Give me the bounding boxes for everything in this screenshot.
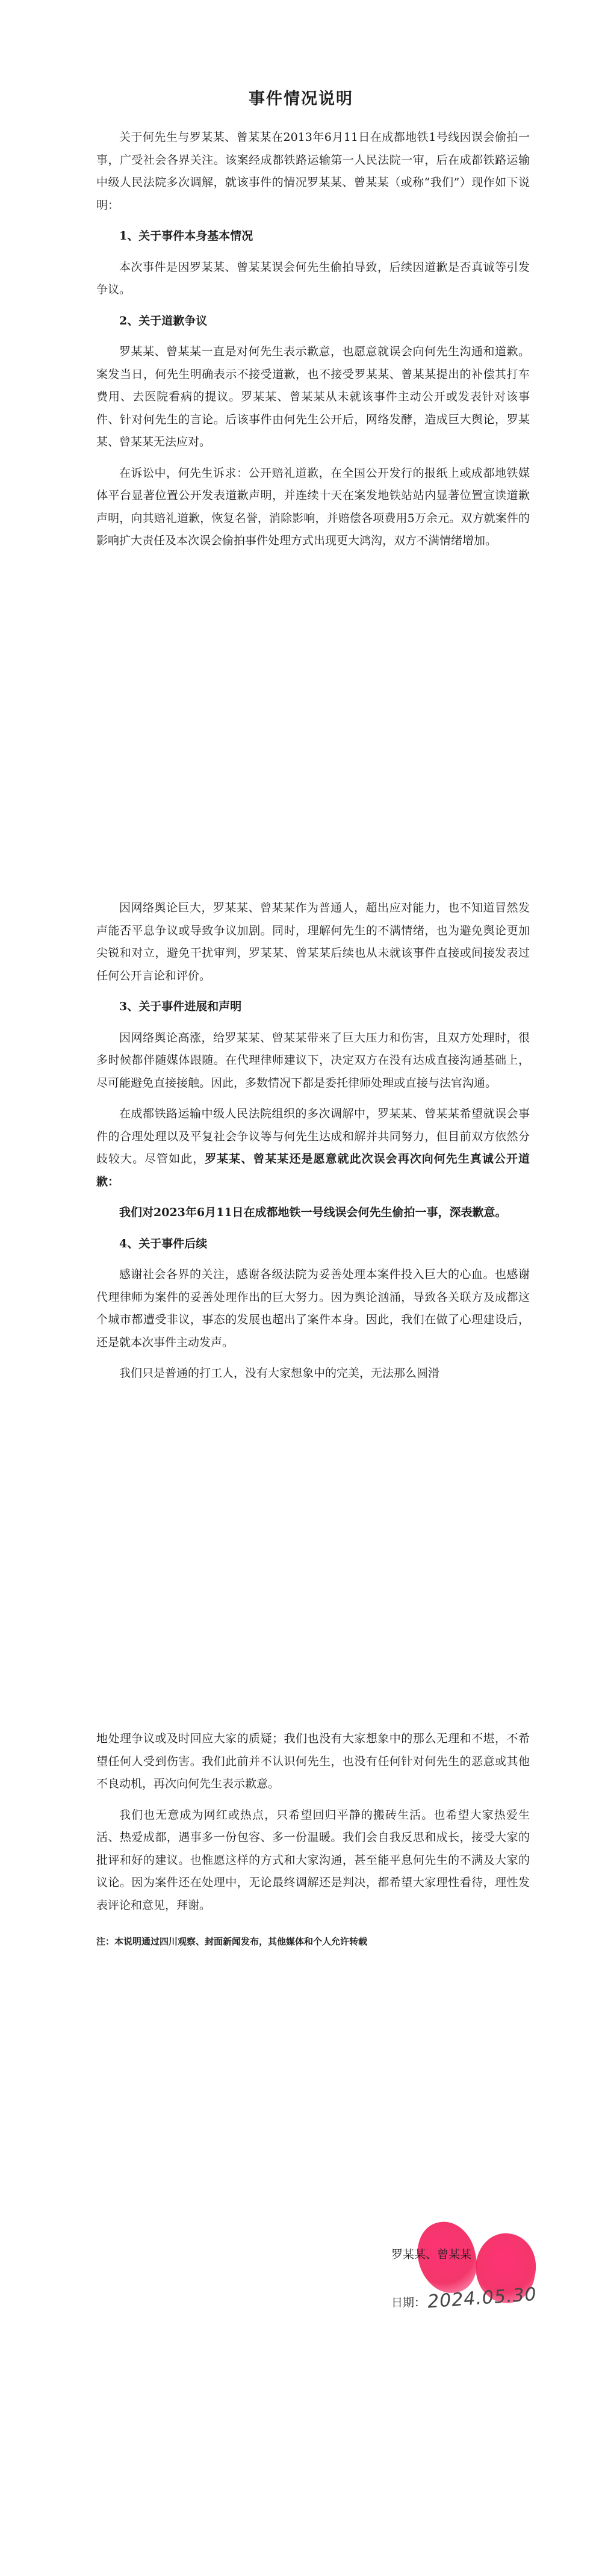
section-3-paragraph-2-text: 在成都铁路运输中级人民法院组织的多次调解中，罗某某、曾某某希望就误会事件的合理处理以及平复社会争议等与何先生达成和解并共同努力，但目前双方依然分歧较大。尽管如此， bbox=[96, 1107, 530, 1165]
section-4-heading: 4、关于事件后续 bbox=[119, 1237, 208, 1250]
section-4-paragraph-2-start: 我们只是普通的打工人，没有大家想象中的完美，无法那么圆滑 bbox=[119, 1367, 440, 1380]
section-3-paragraph-1: 因网络舆论高涨，给罗某某、曾某某带来了巨大压力和伤害，且双方处理时，很多时候都伴随媒体跟随。在代理律师建议下，决定双方在没有达成直接沟通基础上，尽可能避免直接接触。因此，多数情况下都是委托律师处理或直接与法官沟通。 bbox=[96, 1031, 530, 1090]
signature-area bbox=[385, 2221, 578, 2342]
handwritten-date: 2024.05.30 bbox=[427, 2283, 538, 2313]
section-2-paragraph-2: 在诉讼中，何先生诉求：公开赔礼道歉，在全国公开发行的报纸上或成都地铁媒体平台显著位置公开发表道歉声明，并连续十天在案发地铁站站内显著位置宣读道歉声明，向其赔礼道歉，恢复名誉，消除影响，并赔偿各项费用5万余元。双方就案件的影响扩大责任及本次误会偷拍事件处理方式出现更大鸿沟，双方不满情绪增加。 bbox=[96, 466, 530, 547]
section-page-3 bbox=[96, 1728, 530, 1951]
section-page-2 bbox=[96, 897, 530, 1394]
publication-note: 注：本说明通过四川观察、封面新闻发布，其他媒体和个人允许转载 bbox=[96, 1936, 368, 1947]
signatory-names: 罗某某、曾某某 bbox=[391, 2248, 472, 2261]
section-2-heading: 2、关于道歉争议 bbox=[119, 314, 208, 327]
date-label: 日期： bbox=[391, 2296, 426, 2309]
section-4-paragraph-1: 感谢社会各界的关注，感谢各级法院为妥善处理本案件投入巨大的心血。也感谢代理律师为案件的妥善处理作出的巨大努力。因为舆论汹涌，导致各关联方及成都这个城市都遭受非议，事态的发展也超出了案件本身。因此，我们在做了心理建设后，还是就本次事件主动发声。 bbox=[96, 1268, 530, 1349]
apology-lead-in: 罗某某、曾某某还是愿意就此次误会再次向何先生真诚公开道歉： bbox=[96, 1152, 530, 1188]
section-4-paragraph-2-end: 地处理争议或及时回应大家的质疑；我们也没有大家想象中的那么无理和不堪，不希望任何人受到伤害。我们此前并不认识何先生，也没有任何针对何先生的恶意或其他不良动机，再次向何先生表示歉意。 bbox=[96, 1732, 530, 1790]
section-3-paragraph-2 bbox=[96, 1103, 530, 1193]
document-title: 事件情况说明 bbox=[249, 90, 353, 108]
section-page-1 bbox=[96, 126, 530, 561]
apology-statement: 我们对2023年6月11日在成都地铁一号线误会何先生偷拍一事，深表歉意。 bbox=[119, 1206, 507, 1219]
section-2-paragraph-3: 因网络舆论巨大，罗某某、曾某某作为普通人，超出应对能力，也不知道冒然发声能否平息争议或导致争议加剧。同时，理解何先生的不满情绪，也为避免舆论更加尖锐和对立，避免干扰审判，罗某某、曾某某后续也从未就该事件直接或间接发表过任何公开言论和评价。 bbox=[96, 901, 530, 982]
section-1-paragraph: 本次事件是因罗某某、曾某某误会何先生偷拍导致，后续因道歉是否真诚等引发争议。 bbox=[96, 260, 530, 296]
section-1-heading: 1、关于事件本身基本情况 bbox=[119, 229, 253, 243]
section-3-heading: 3、关于事件进展和声明 bbox=[119, 1000, 242, 1013]
intro-paragraph: 关于何先生与罗某某、曾某某在2013年6月11日在成都地铁1号线因误会偷拍一事，广受社会各界关注。该案经成都铁路运输第一人民法院一审，后在成都铁路运输中级人民法院多次调解，就该事件的情况罗某某、曾某某（或称“我们”）现作如下说明： bbox=[96, 131, 530, 212]
section-2-paragraph-1: 罗某某、曾某某一直是对何先生表示歉意，也愿意就误会向何先生沟通和道歉。案发当日，何先生明确表示不接受道歉，也不接受罗某某、曾某某提出的补偿其打车费用、去医院看病的提议。罗某某、曾某某从未就该事件主动公开或发表针对该事件、针对何先生的言论。后该事件由何先生公开后，网络发酵，造成巨大舆论，罗某某、曾某某无法应对。 bbox=[96, 345, 530, 448]
section-4-paragraph-3: 我们也无意成为网红或热点，只希望回归平静的搬砖生活。也希望大家热爱生活、热爱成都，遇事多一份包容、多一份温暖。我们会自我反思和成长，接受大家的批评和好的建议。也惟愿这样的方式和大家沟通，甚至能平息何先生的不满及大家的议论。因为案件还在处理中，无论最终调解还是判决，都希望大家理性看待，理性发表评论和意见，拜谢。 bbox=[96, 1808, 530, 1912]
